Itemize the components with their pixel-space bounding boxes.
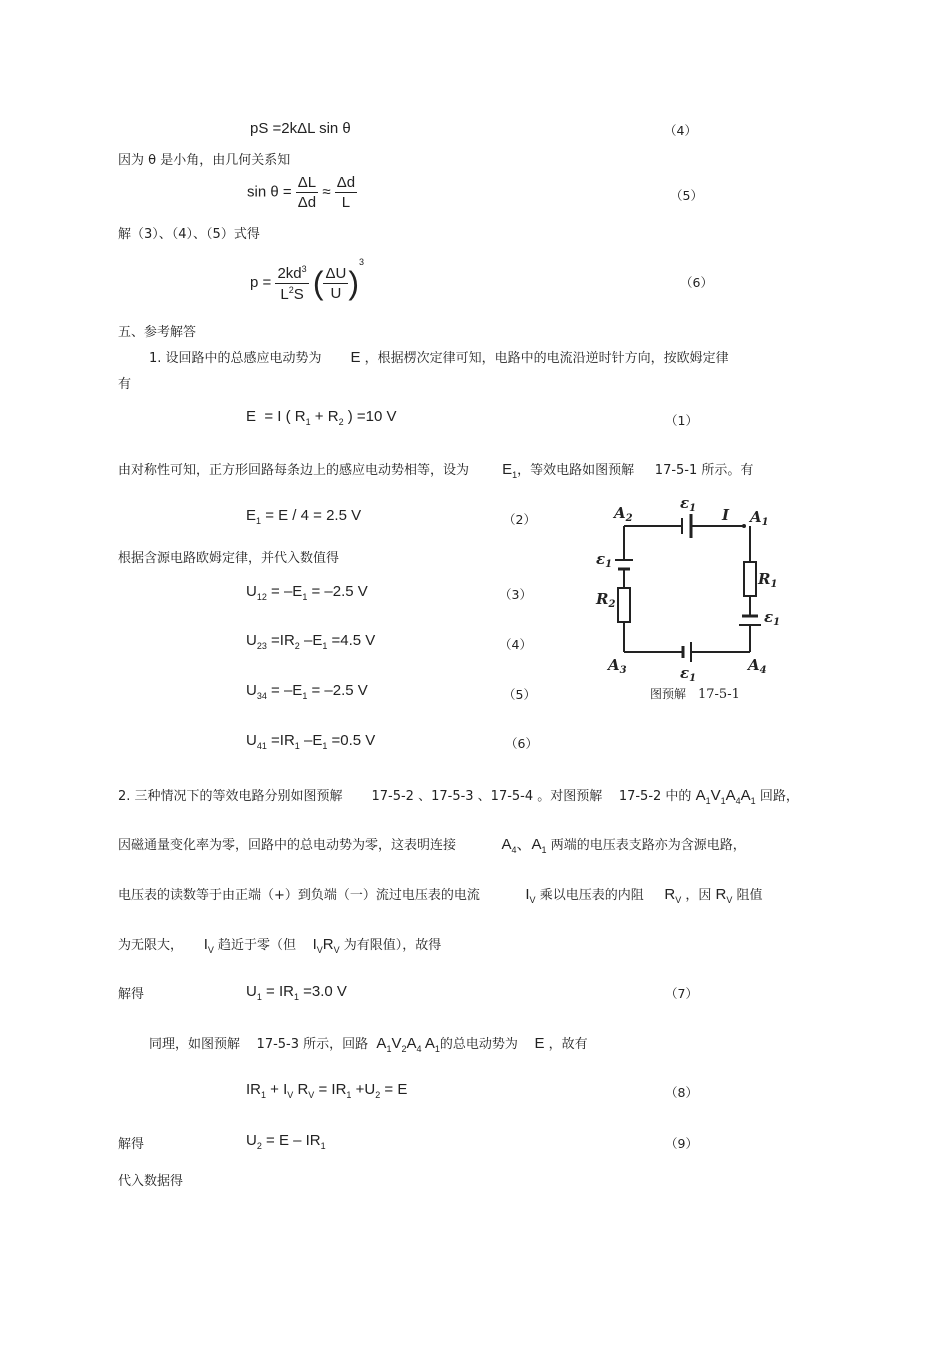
equation-5: sin θ = $\frac{\Delta L}{\Delta d}$ ≈ $\frac{\Delta d}{L}$ <box>247 174 356 211</box>
section-heading: 五、参考解答 <box>118 325 197 340</box>
text-line: 解（3）、（4）、（5）式得 <box>118 227 260 242</box>
svg-text:R2: $R_2$ <box>596 590 616 610</box>
svg-text:ε1: $\varepsilon_1$ <box>596 550 613 570</box>
eq-number: （7） <box>665 986 698 1001</box>
svg-text:ε1: $\varepsilon_1$ <box>680 664 697 684</box>
eq-number: （6） <box>680 275 713 290</box>
eq-number: （1） <box>665 413 698 428</box>
svg-text:17-5-1: 17-5-1 <box>698 687 740 702</box>
text-line: 为无限大， $I_V$ 趋近于零（但 $I_VR_V$ 为有限值），故得 <box>118 936 442 955</box>
text-line: 因磁通量变化率为零，回路中的总电动势为零，这表明连接 $A_4$、$A_1$ 两端的电压表支路亦为含源电路， <box>118 836 746 855</box>
equation-6: p = $\frac{2kd^3}{L^2S}$ ( $\frac{\Delta U}{U}$ )$^3$ <box>250 257 364 303</box>
equation-8: $IR_1 + I_V$ $R_V = IR_1 +U_2 = E$ <box>246 1081 408 1100</box>
text-line: 解得 <box>118 987 145 1002</box>
text-line: 因为 θ 是小角，由几何关系知 <box>118 153 291 168</box>
equation-5b: $U_{34} = -E_1 = -2.5$ V <box>246 682 368 701</box>
eq-number: （2） <box>503 512 536 527</box>
svg-text:I: I <box>722 506 730 524</box>
eq-number: （3） <box>499 587 532 602</box>
equation-4a: pS =2kΔL sin θ <box>250 120 351 137</box>
text-line: 有 <box>118 377 132 392</box>
text-line: 同理，如图预解 17-5-3 所示，回路 $A_1V_2A_4$ $A_1$的总电动势为 E ，故有 <box>149 1035 588 1054</box>
circuit-diagram <box>588 492 798 707</box>
svg-text:图预解: 图预解 <box>650 687 687 701</box>
eq-number: （8） <box>665 1085 698 1100</box>
equation-3: $U_{12} = -E_1 = -2.5$ V <box>246 583 368 602</box>
text-line: 根据含源电路欧姆定律，并代入数值得 <box>118 551 340 566</box>
eq-number: （6） <box>505 736 538 751</box>
eq-number: （4） <box>499 637 532 652</box>
text-line: 由对称性可知，正方形回路每条边上的感应电动势相等，设为 $E_1$，等效电路如图预解 17-5-1 所示。有 <box>118 461 754 480</box>
svg-text:A3: $A_3$ <box>608 656 627 676</box>
svg-text:A4: $A_4$ <box>748 656 767 676</box>
text-line: 1. 设回路中的总感应电动势为 E ，根据楞次定律可知，电路中的电流沿逆时针方向，按欧姆定律 <box>149 349 729 366</box>
text-line: 解得 <box>118 1137 145 1152</box>
eq-number: （5） <box>503 687 536 702</box>
equation-7: $U_1 = IR_1 =3.0$ V <box>246 983 347 1002</box>
equation-9: $U_2 = E - IR_1$ <box>246 1132 326 1151</box>
svg-text:ε1: $\varepsilon_1$ <box>680 494 697 514</box>
text-line: 2. 三种情况下的等效电路分别如图预解 17-5-2 、17-5-3 、17-5-4 。对图预解 17-5-2 中的 $A_1V_1A_4A_1$ 回路， <box>118 787 799 806</box>
eq-number: （5） <box>670 188 703 203</box>
svg-text:A2: $A_2$ <box>614 504 633 524</box>
equation-6b: $U_{41} =IR_1$ $-E_1 =0.5$ V <box>246 732 376 751</box>
equation-1: E = I ( $R_1 + R_2$ ) =10 V <box>246 408 397 427</box>
text-line: 电压表的读数等于由正端（+）到负端（一）流过电压表的电流 $I_V$ 乘以电压表的内阻 $R_V$ ，因 $R_V$ 阻值 <box>118 886 763 905</box>
svg-text:ε1: $\varepsilon_1$ <box>764 608 781 628</box>
eq-number: （9） <box>665 1136 698 1151</box>
equation-4: $U_{23} =IR_2$ $-E_1 =4.5$ V <box>246 632 376 651</box>
eq-number: （4） <box>664 123 697 138</box>
svg-text:R1: $R_1$ <box>758 570 778 590</box>
text-line: 代入数据得 <box>118 1174 184 1189</box>
equation-2: $E_1 = E / 4 = 2.5$ V <box>246 507 362 526</box>
svg-text:A1: $A_1$ <box>750 508 769 528</box>
